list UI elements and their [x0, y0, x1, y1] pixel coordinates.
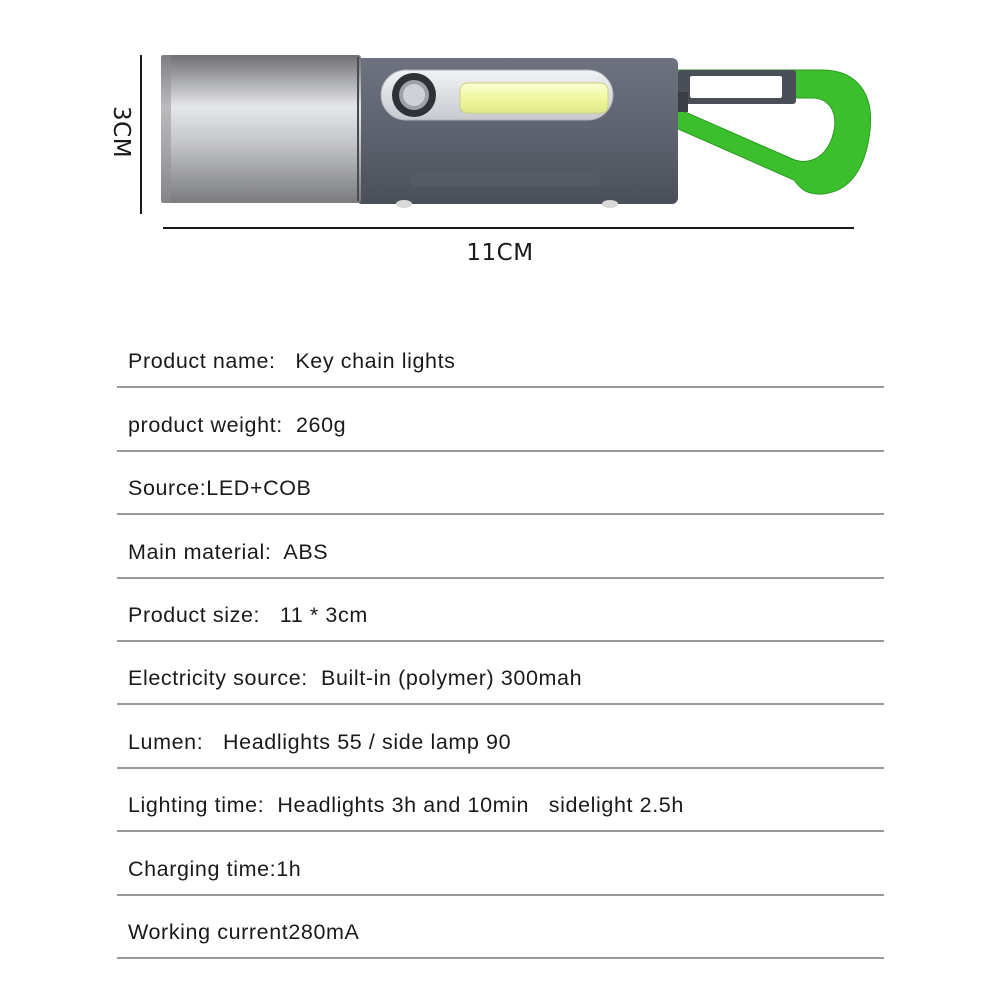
spec-text: Working current280mA — [128, 919, 360, 944]
spec-row-main-material — [117, 515, 884, 578]
spec-row-product-name — [117, 325, 884, 388]
flashlight-head — [161, 55, 361, 203]
flashlight-body — [356, 58, 678, 208]
carabiner-clip — [676, 70, 871, 194]
spec-row-working-current — [117, 896, 884, 959]
spec-row-electricity-source — [117, 642, 884, 705]
spec-text: Source:LED+COB — [128, 476, 312, 501]
spec-text: Charging time:1h — [128, 856, 302, 881]
spec-row-product-weight — [117, 388, 884, 451]
spec-text: Product name: Key chain lights — [128, 349, 456, 374]
spec-row-lighting-time — [117, 769, 884, 832]
spec-text: Product size: 11 * 3cm — [128, 602, 368, 627]
spec-row-lumen — [117, 705, 884, 768]
spec-text: Electricity source: Built-in (polymer) 300mah — [128, 666, 583, 691]
width-dimension-label: 11CM — [466, 240, 534, 266]
spec-text: Main material: ABS — [128, 539, 329, 564]
spec-text: Lumen: Headlights 55 / side lamp 90 — [128, 729, 512, 754]
spec-text: product weight: 260g — [128, 412, 347, 437]
spec-text: Lighting time: Headlights 3h and 10min sidelight 2.5h — [128, 793, 684, 818]
spec-table — [117, 325, 884, 959]
product-figure — [0, 0, 1001, 300]
spec-row-charging-time — [117, 832, 884, 895]
height-dimension-label: 3CM — [108, 106, 134, 159]
spec-row-source — [117, 452, 884, 515]
spec-row-product-size — [117, 579, 884, 642]
